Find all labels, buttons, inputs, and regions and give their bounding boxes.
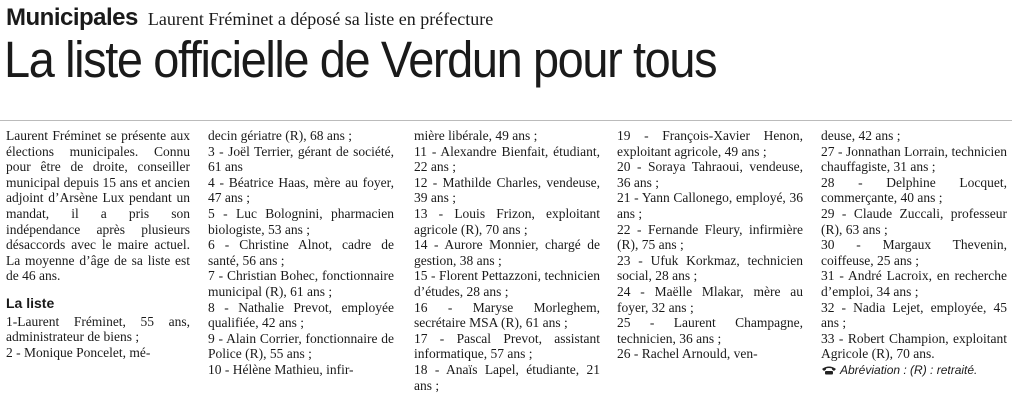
list-item: decin gériatre (R), 68 ans ; — [208, 128, 352, 143]
list-item: 29 - Claude Zuccali, professeur (R), 63 ans ; — [821, 205, 1007, 237]
list-item: 32 - Nadia Lejet, employée, 45 ans ; — [821, 299, 1007, 331]
list-item: 25 - Laurent Champagne, technicien, 36 ans ; — [617, 315, 803, 346]
list-item: 4 - Béatrice Haas, mère au foyer, 47 ans ; — [208, 174, 394, 206]
note-text: Abréviation : (R) : retraité. — [840, 362, 978, 377]
list-item: 1-Laurent Fréminet, 55 ans, administrateur de biens ; — [6, 313, 190, 345]
list-item: 19 - François-Xavier Henon, exploitant agricole, 49 ans ; — [617, 128, 803, 159]
divider — [0, 120, 1012, 121]
list-item: 17 - Pascal Prevot, assistant informatique, 57 ans ; — [414, 330, 600, 362]
list-item: 11 - Alexandre Bienfait, étudiant, 22 ans ; — [414, 143, 600, 175]
list-item: 14 - Aurore Monnier, chargé de gestion, 38 ans ; — [414, 237, 600, 268]
list-item: 27 - Jonnathan Lorrain, technicien chauffagiste, 31 ans ; — [821, 143, 1007, 175]
list-item: 15 - Florent Pettazzoni, technicien d’études, 28 ans ; — [414, 268, 600, 299]
list-item: 18 - Anaïs Lapel, étudiante, 21 ans ; — [414, 361, 600, 393]
list-item: 26 - Rachel Arnould, ven- — [617, 346, 758, 362]
list-item: 28 - Delphine Locquet, commerçante, 40 ans ; — [821, 174, 1007, 206]
list-item: 16 - Maryse Morleghem, secrétaire MSA (R), 61 ans ; — [414, 299, 600, 331]
list-item: 22 - Fernande Fleury, infirmière (R), 75 ans ; — [617, 221, 803, 253]
list-item: 13 - Louis Frizon, exploitant agricole (R), 70 ans ; — [414, 205, 600, 237]
list-heading: La liste — [6, 294, 55, 311]
list-item: 9 - Alain Corrier, fonctionnaire de Police (R), 55 ans ; — [208, 330, 394, 362]
list-item: 23 - Ufuk Korkmaz, technicien social, 28 ans ; — [617, 252, 803, 284]
list-item: 10 - Hélène Mathieu, infir- — [208, 361, 354, 377]
column-5 — [821, 128, 1007, 379]
column-4 — [617, 128, 803, 362]
list-item: 20 - Soraya Tahraoui, vendeuse, 36 ans ; — [617, 159, 803, 190]
column-1 — [6, 128, 190, 360]
section-label: Municipales — [6, 4, 138, 31]
list-item: 30 - Margaux Thevenin, coiffeuse, 25 ans ; — [821, 237, 1007, 268]
list-item: deuse, 42 ans ; — [821, 128, 901, 143]
list-item: 21 - Yann Callonego, employé, 36 ans ; — [617, 190, 803, 221]
abbreviation-note — [821, 363, 1007, 379]
list-item: 12 - Mathilde Charles, vendeuse, 39 ans ; — [414, 174, 600, 206]
kicker-subtitle: Laurent Fréminet a déposé sa liste en préfecture — [147, 9, 494, 29]
article-kicker — [6, 4, 493, 32]
list-item: mière libérale, 49 ans ; — [414, 128, 538, 143]
column-2 — [208, 128, 394, 378]
list-item: 24 - Maëlle Mlakar, mère au foyer, 32 ans ; — [617, 283, 803, 315]
list-item: 5 - Luc Bolognini, pharmacien biologiste, 53 ans ; — [208, 205, 394, 237]
list-item: 8 - Nathalie Prevot, employée qualifiée, 42 ans ; — [208, 299, 394, 331]
list-item: 31 - André Lacroix, en recherche d’emploi, 34 ans ; — [821, 268, 1007, 299]
list-item: 6 - Christine Alnot, cadre de santé, 56 ans ; — [208, 237, 394, 268]
list-item: 7 - Christian Bohec, fonctionnaire municipal (R), 61 ans ; — [208, 268, 394, 299]
column-3 — [414, 128, 600, 393]
list-item: 3 - Joël Terrier, gérant de société, 61 ans — [208, 143, 394, 175]
phone-icon — [821, 364, 837, 374]
list-item: 2 - Monique Poncelet, mé- — [6, 344, 151, 360]
intro-paragraph: Laurent Fréminet se présente aux élections municipales. Connu pour être de droite, conseiller municipal depuis 15 ans et ancien adjoint d’Arsène Lux pendant un mandat, il a pris son indépendance après plusieurs désaccords avec le maire actuel. La moyenne d’âge de sa liste est de 46 ans. — [6, 128, 190, 284]
article-headline: La liste officielle de Verdun pour tous — [4, 31, 717, 88]
list-item: 33 - Robert Champion, exploitant Agricole (R), 70 ans. — [821, 330, 1007, 362]
